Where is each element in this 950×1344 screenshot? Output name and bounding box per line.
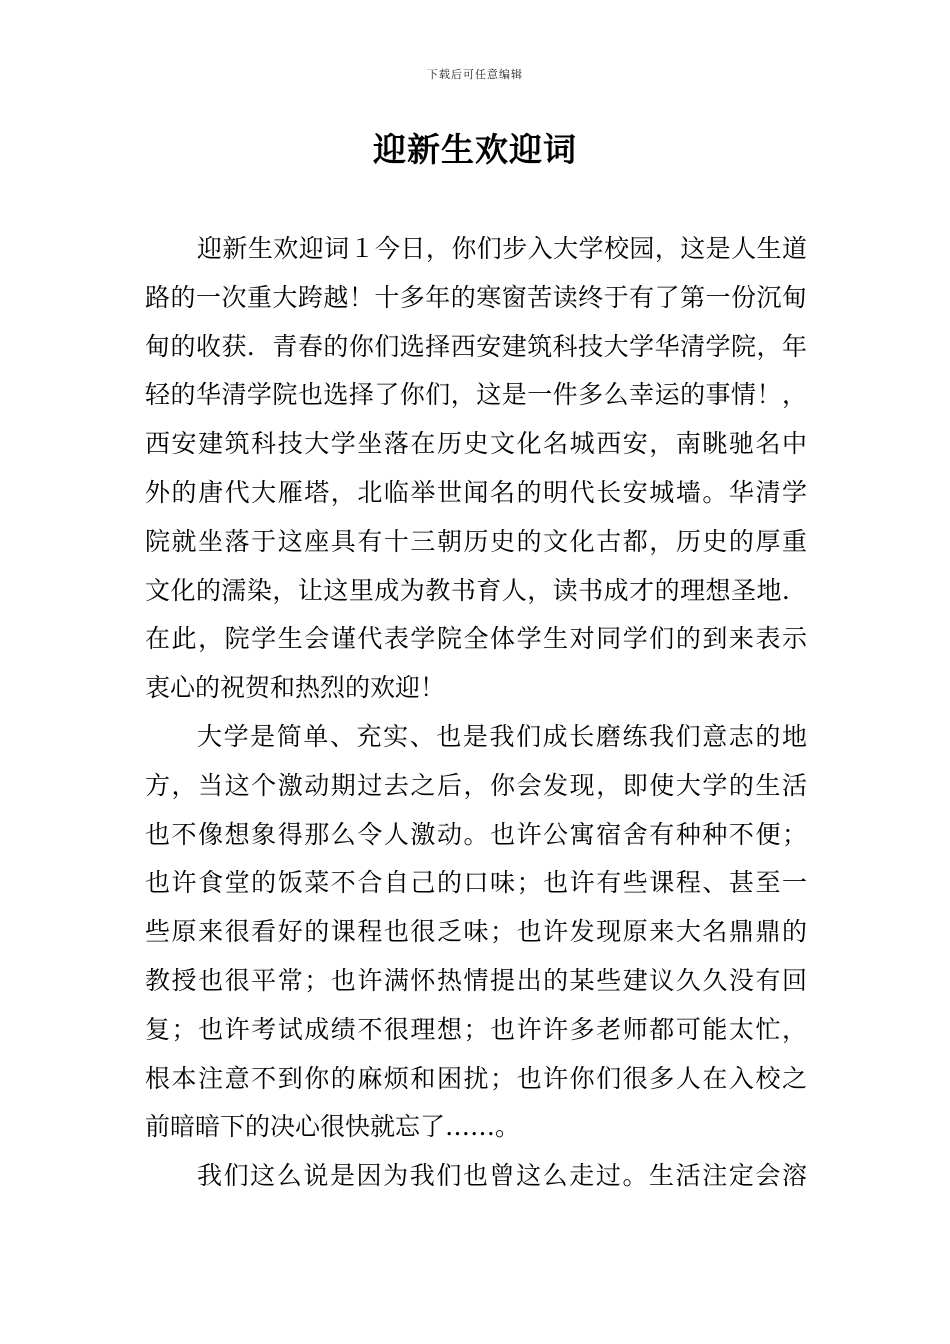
text-line: 前暗暗下的决心很快就忘了……。 xyxy=(145,1112,521,1142)
text-line: 路的一次重大跨越！十多年的寒窗苦读终于有了第一份沉甸 xyxy=(145,282,807,312)
document-title: 迎新生欢迎词 xyxy=(373,130,577,169)
text-line: 衷心的祝贺和热烈的欢迎！ xyxy=(145,673,446,703)
text-line: 教授也很平常；也许满怀热情提出的某些建议久久没有回 xyxy=(145,965,807,995)
paragraph-1 xyxy=(145,225,807,713)
text-line: 也不像想象得那么令人激动。也许公寓宿舍有种种不便； xyxy=(145,819,807,849)
text-line: 方，当这个激动期过去之后，你会发现，即使大学的生活 xyxy=(145,770,807,800)
text-line: 文化的濡染，让这里成为教书育人，读书成才的理想圣地． xyxy=(145,575,807,605)
text-line: 些原来很看好的课程也很乏味；也许发现原来大名鼎鼎的 xyxy=(145,917,807,947)
paragraph-3 xyxy=(145,1152,807,1201)
text-line: 轻的华清学院也选择了你们，这是一件多么幸运的事情！， xyxy=(145,380,807,410)
text-line: 也许食堂的饭菜不合自己的口味；也许有些课程、甚至一 xyxy=(145,868,807,898)
text-line: 院就坐落于这座具有十三朝历史的文化古都，历史的厚重 xyxy=(145,526,807,556)
text-line: 根本注意不到你的麻烦和困扰；也许你们很多人在入校之 xyxy=(145,1063,807,1093)
paragraph-2 xyxy=(145,713,807,1152)
text-line: 迎新生欢迎词１今日，你们步入大学校园，这是人生道 xyxy=(197,234,807,263)
text-line: 西安建筑科技大学坐落在历史文化名城西安，南眺驰名中 xyxy=(145,429,807,459)
text-line: 我们这么说是因为我们也曾这么走过。生活注定会溶 xyxy=(197,1161,807,1191)
text-line: 外的唐代大雁塔，北临举世闻名的明代长安城墙。华清学 xyxy=(145,477,807,507)
document-body xyxy=(145,225,807,1201)
text-line: 甸的收获．青春的你们选择西安建筑科技大学华清学院，年 xyxy=(145,331,807,361)
text-line: 大学是简单、充实、也是我们成长磨练我们意志的地 xyxy=(197,721,807,751)
header-note: 下载后可任意编辑 xyxy=(427,68,523,81)
text-line: 在此，院学生会谨代表学院全体学生对同学们的到来表示 xyxy=(145,624,807,654)
text-line: 复；也许考试成绩不很理想；也许许多老师都可能太忙， xyxy=(145,1014,807,1044)
